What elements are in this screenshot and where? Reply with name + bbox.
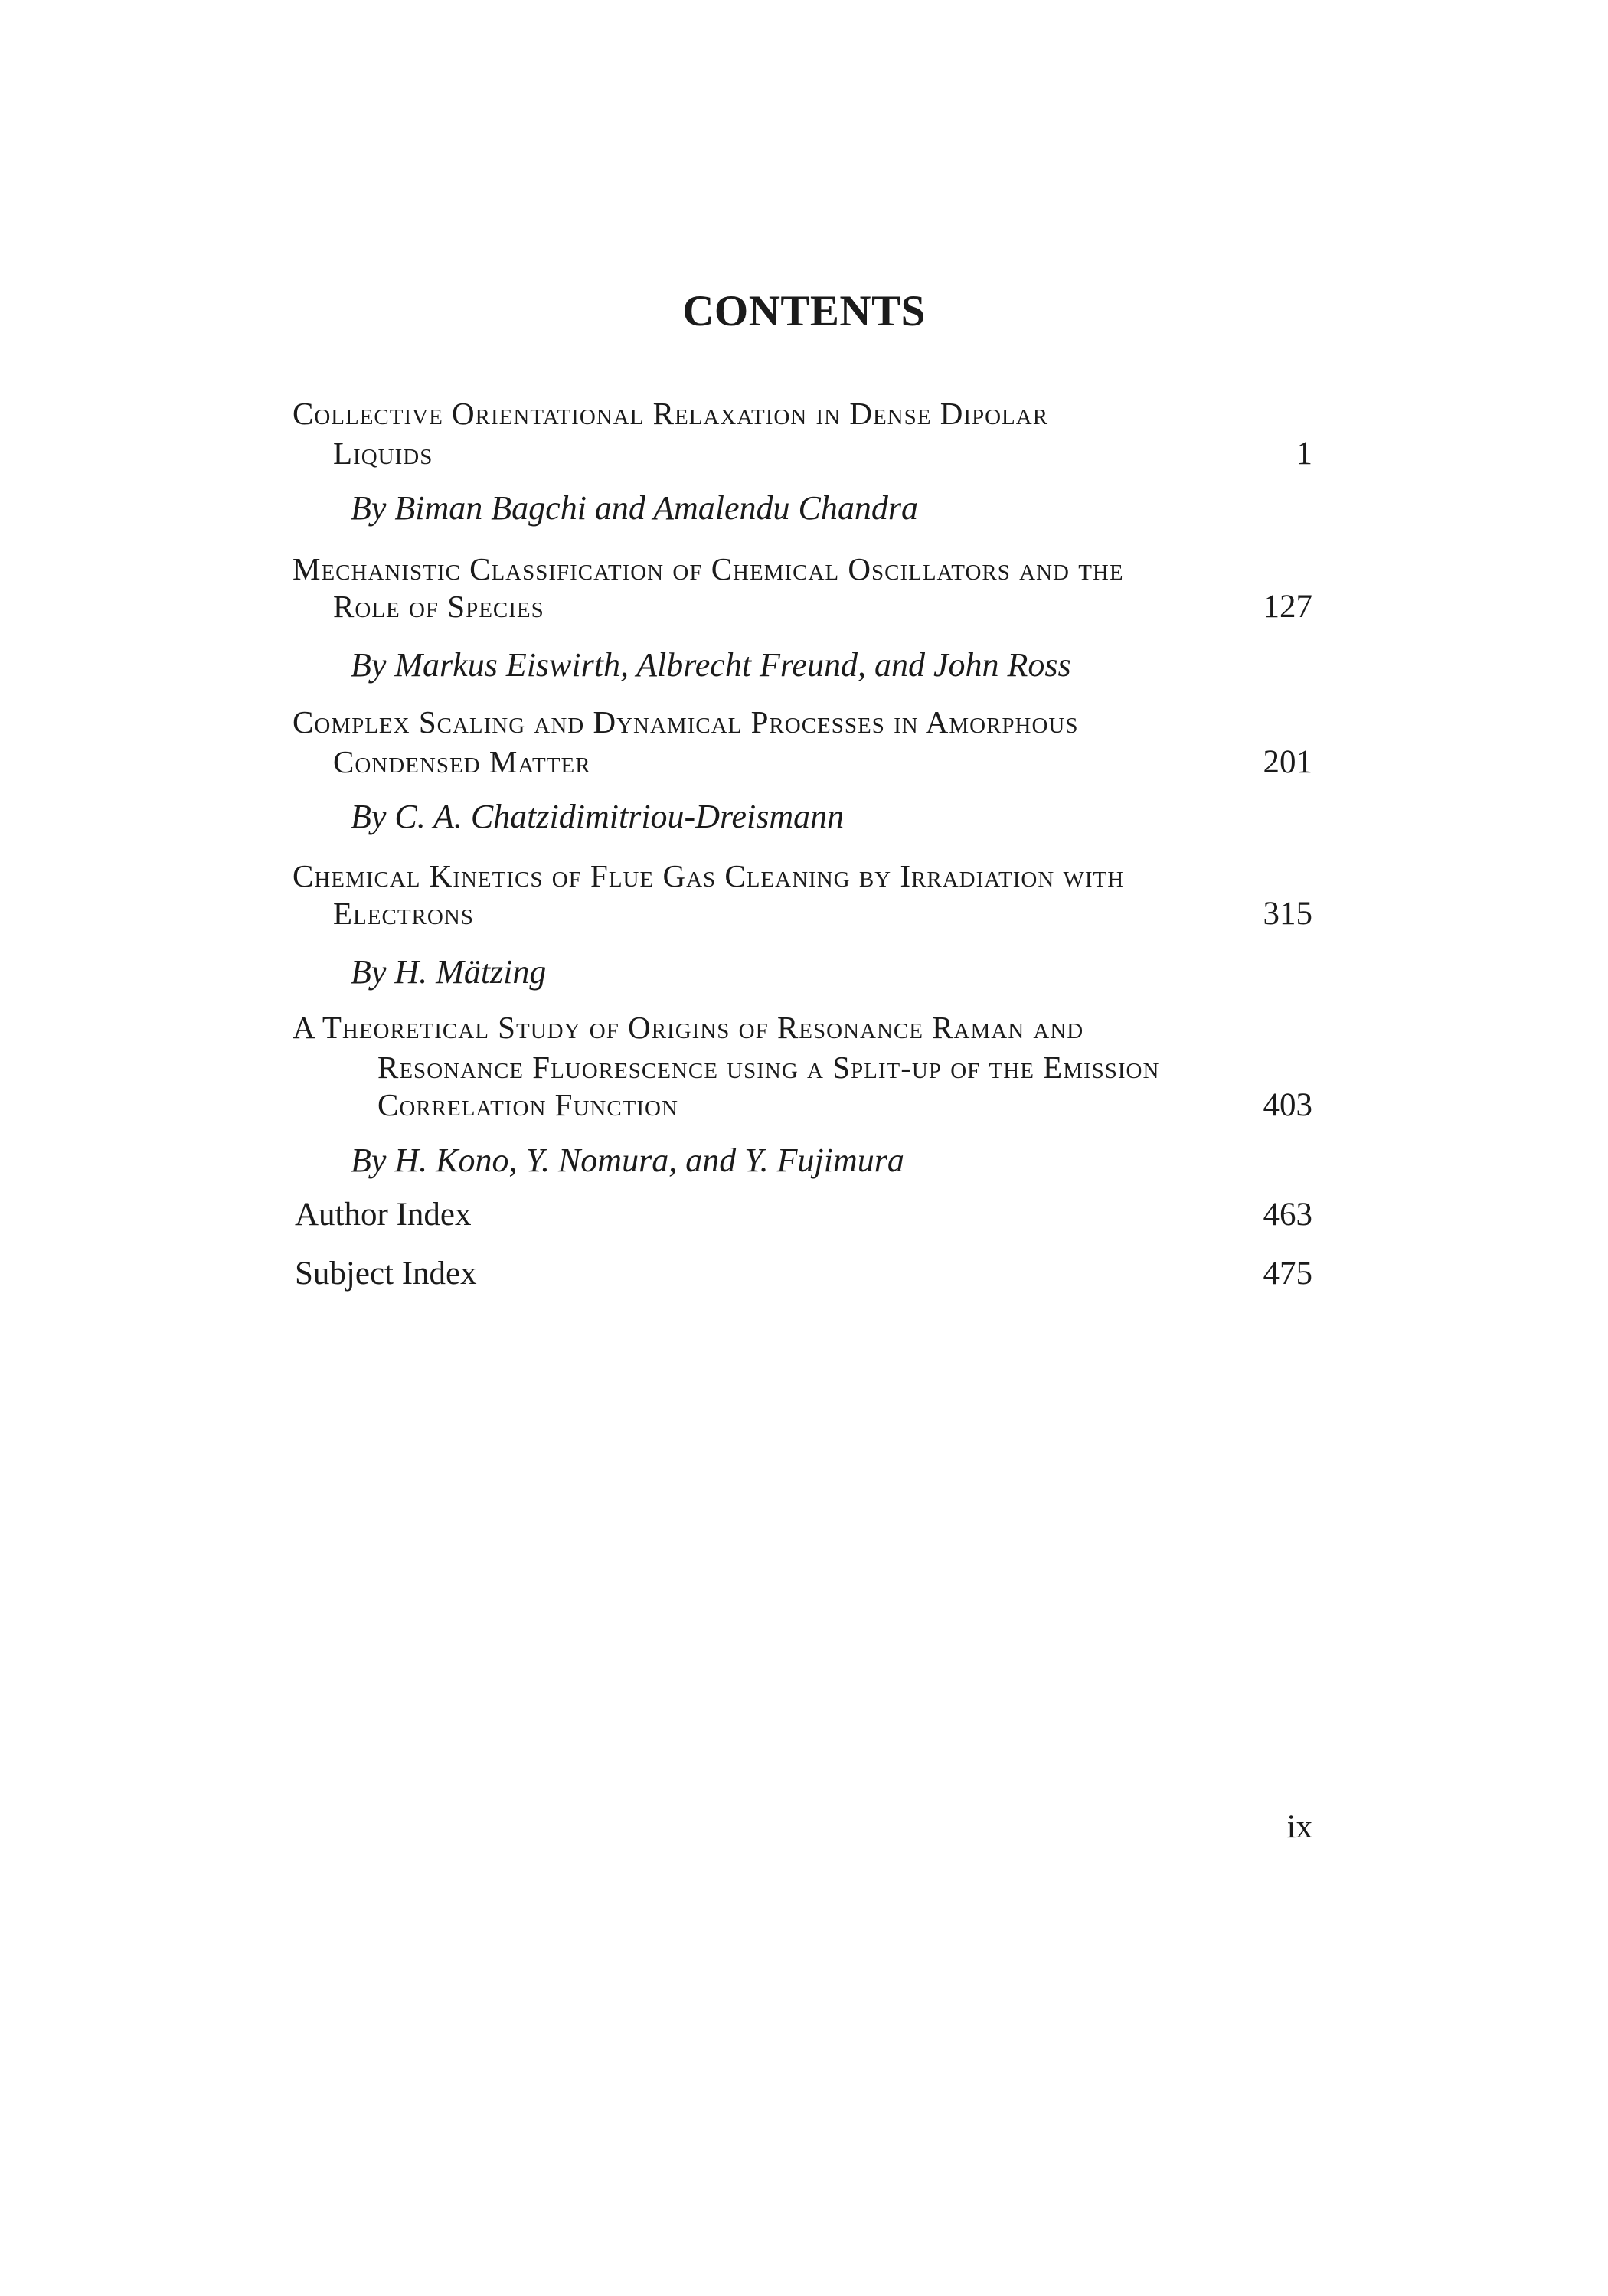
entry-authors: By Biman Bagchi and Amalendu Chandra [351, 489, 918, 527]
entry-title-line: Complex Scaling and Dynamical Processes in Amorphous [293, 704, 1079, 740]
author-index-label: Author Index [295, 1197, 472, 1233]
entry-page-number: 127 [1263, 589, 1312, 625]
page-title: CONTENTS [682, 287, 926, 335]
entry-page-number: 1 [1296, 436, 1312, 472]
entry-title-line: A Theoretical Study of Origins of Resonance Raman and [293, 1010, 1084, 1045]
entry-authors: By H. Kono, Y. Nomura, and Y. Fujimura [351, 1141, 904, 1179]
entry-page-number: 403 [1263, 1087, 1312, 1123]
subject-index-label: Subject Index [295, 1256, 477, 1292]
entry-authors: By C. A. Chatzidimitriou-Dreismann [351, 798, 845, 835]
entry-authors: By Markus Eiswirth, Albrecht Freund, and John Ross [351, 646, 1071, 684]
subject-index-page-number: 475 [1263, 1256, 1312, 1292]
entry-authors: By H. Mätzing [351, 953, 547, 991]
author-index-page-number: 463 [1263, 1197, 1312, 1233]
entry-title-line: Liquids [333, 436, 433, 471]
entry-title-line: Correlation Function [377, 1087, 678, 1122]
entry-title-line: Condensed Matter [333, 744, 591, 779]
entry-title-line: Role of Species [333, 589, 544, 624]
entry-title-line: Mechanistic Classification of Chemical Oscillators and the [293, 551, 1124, 586]
entry-title-line: Collective Orientational Relaxation in Dense Dipolar [293, 396, 1049, 431]
entry-title-line: Chemical Kinetics of Flue Gas Cleaning by Irradiation with [293, 858, 1125, 893]
entry-page-number: 201 [1263, 744, 1312, 780]
entry-title-line: Resonance Fluorescence using a Split-up of the Emission [377, 1050, 1160, 1085]
entry-title-line: Electrons [333, 896, 474, 931]
entry-page-number: 315 [1263, 896, 1312, 932]
page-folio: ix [1286, 1809, 1312, 1845]
